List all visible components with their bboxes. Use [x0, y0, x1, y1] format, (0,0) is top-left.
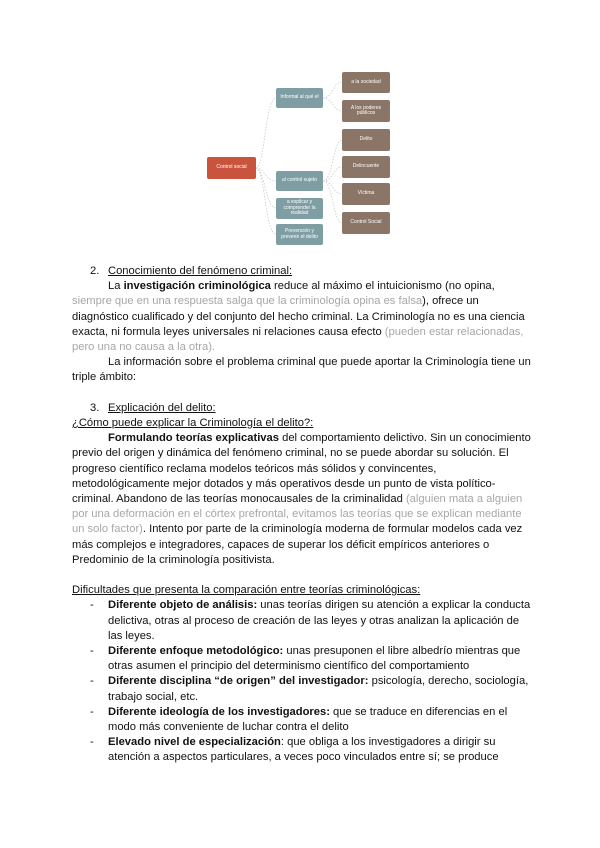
diagram-branch-explicar: a explicar y comprender la realidad: [276, 198, 323, 219]
difficulties-heading: Dificultades que presenta la comparación entre teorías criminológicas:: [72, 584, 421, 597]
diagram-branch-formal: Informal al qué el: [276, 88, 323, 108]
list-item: - Diferente objeto de análisis: unas teorías dirigen su atención a explicar la conducta delictiva, otras al proceso de creación de las leyes y otras analizan la aplicación de las leyes.: [72, 598, 536, 644]
diagram-leaf-delito: Delito: [342, 129, 390, 151]
diagram-leaf-control-social: Control Social: [342, 212, 390, 234]
diagram-branch-informal: al control sujeto: [276, 171, 323, 191]
section-2-heading: 2. Conocimiento del fenómeno criminal:: [90, 264, 536, 279]
mind-map-diagram: [0, 0, 600, 260]
list-item: - Elevado nivel de especialización: que obliga a los investigadores a dirigir su atención a aspectos particulares, a veces poco vinculados entre sí; se produce: [72, 735, 536, 765]
difficulties-list: [72, 598, 536, 765]
list-item: - Diferente enfoque metodológico: unas presuponen el libre albedrío mientras que otras asumen el principio del determinismo científico del comportamiento: [72, 644, 536, 674]
section-2-paragraph-1: La investigación criminológica reduce al máximo el intuicionismo (no opina, siempre que en una respuesta salga que la criminología opina es falsa), ofrece un diagnóstico cualificado y del conjunto del hecho criminal. La Criminología no es una ciencia exacta, ni formula leyes universales ni relaciones causa efecto (pueden estar relacionadas, pero una no causa a la otra).: [72, 280, 525, 354]
section-3-heading: 3. Explicación del delito:: [90, 401, 536, 416]
section-3-question: ¿Cómo puede explicar la Criminología el delito?:: [72, 417, 314, 430]
section-2-title: Conocimiento del fenómeno criminal:: [108, 265, 293, 277]
mind-map-connectors: [0, 0, 600, 260]
section-3-title: Explicación del delito:: [108, 401, 216, 414]
section-2-paragraph-2: La información sobre el problema criminal que puede aportar la Criminología tiene un triple ámbito:: [72, 356, 531, 384]
list-item: - Diferente ideología de los investigadores: que se traduce en diferencias en el modo más conveniente de luchar contra el delito: [72, 705, 536, 735]
diagram-leaf-sociedad: a la sociedad: [342, 72, 390, 93]
diagram-root-node: Control social: [207, 157, 256, 179]
section-3-paragraph: Formulando teorías explicativas del comportamiento delictivo. Sin un conocimiento previo del origen y dinámica del fenómeno criminal, no se puede abordar su solución. El progreso científico reclama modelos teóricos más sólidos y convincentes, metodológicamente mejor dotados y más operativos desde un punto de vista político-criminal. Abandono de las teorías monocausales de la criminalidad (alguien mata a alguien por una deformación en el córtex prefrontal, evitamos las teorías que se explican mediante un solo factor). Intento por parte de la criminología moderna de formular modelos cada vez más complejos e integradores, capaces de superar los déficit empíricos anteriores o Predominio de la criminología positivista.: [72, 432, 531, 566]
diagram-leaf-poderes: A los poderes públicos: [342, 100, 390, 122]
diagram-leaf-delincuente: Delincuente: [342, 156, 390, 178]
diagram-leaf-victima: Víctima: [342, 183, 390, 205]
diagram-branch-prevencion: Prevención y prevenir el delito: [276, 224, 323, 245]
document-body: [72, 264, 536, 766]
list-item: - Diferente disciplina “de origen” del investigador: psicología, derecho, sociología, trabajo social, etc.: [72, 674, 536, 704]
